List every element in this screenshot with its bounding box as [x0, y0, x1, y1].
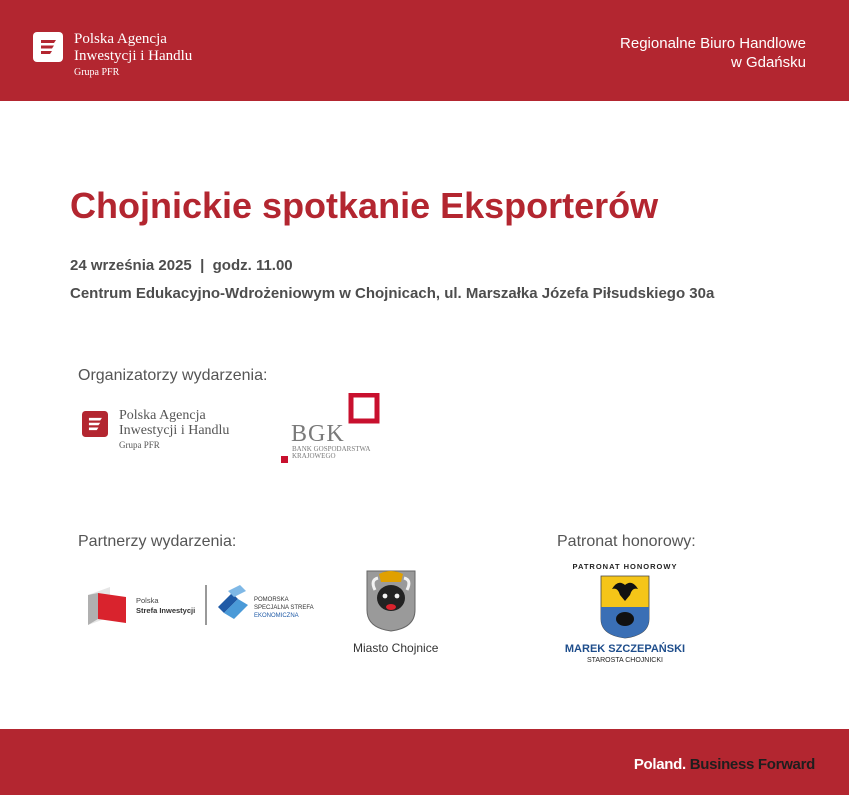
paih-logo-icon [82, 411, 108, 437]
organizer-paih-line2: Inwestycji i Handlu [119, 423, 230, 438]
organizers-heading: Organizatorzy wydarzenia: [78, 367, 268, 384]
header-logo-line3: Grupa PFR [74, 67, 120, 78]
psse-line2: SPECJALNA STREFA [254, 605, 314, 611]
bgk-abbr: BGK [291, 421, 345, 447]
patronage-badge-top: PATRONAT HONOROWY [572, 562, 678, 571]
patron-role: STAROSTA CHOJNICKI [587, 657, 663, 664]
office-line1: Regionalne Biuro Handlowe [620, 35, 806, 52]
bgk-line2: KRAJOWEGO [292, 452, 336, 460]
organizer-paih-line3: Grupa PFR [119, 440, 160, 450]
bgk-line1: BANK GOSPODARSTWA [292, 445, 371, 453]
bgk-logo [280, 393, 384, 467]
psse-line3: EKONOMICZNA [254, 613, 299, 619]
footer-bar [0, 729, 849, 795]
header-logo-line1: Polska Agencja [74, 31, 167, 47]
office-name [620, 34, 806, 72]
event-date: 24 września 2025 | godz. 11.00 [70, 257, 293, 274]
footer-slogan [634, 756, 815, 773]
header-bar [0, 0, 849, 101]
event-location: Centrum Edukacyjno-Wdrożeniowym w Chojnicach, ul. Marszałka Józefa Piłsudskiego 30a [70, 285, 715, 302]
header-logo-line2: Inwestycji i Handlu [74, 48, 193, 64]
patron-name: MAREK SZCZEPAŃSKI [564, 643, 686, 655]
slogan-part2: Business Forward [689, 756, 815, 773]
paih-header-logo [33, 31, 192, 80]
organizer-paih-line1: Polska Agencja [119, 408, 206, 423]
patronage-heading: Patronat honorowy: [557, 533, 696, 550]
office-line2: w Gdańsku [730, 54, 806, 71]
paih-logo-icon [33, 32, 63, 62]
partners-heading: Partnerzy wydarzenia: [78, 533, 237, 550]
paih-organizer-logo [82, 408, 229, 452]
patronage-badge [560, 561, 690, 665]
psi-psse-logo [86, 583, 321, 627]
event-title: Chojnickie spotkanie Eksporterów [70, 185, 659, 226]
chojnice-coat-of-arms-icon [366, 570, 416, 632]
slogan-part1: Poland. [633, 756, 686, 773]
psi-line2: Strefa Inwestycji [136, 606, 196, 615]
psi-line1: Polska [136, 596, 159, 605]
city-label: Miasto Chojnice [353, 641, 439, 655]
psse-line1: POMORSKA [254, 597, 289, 603]
